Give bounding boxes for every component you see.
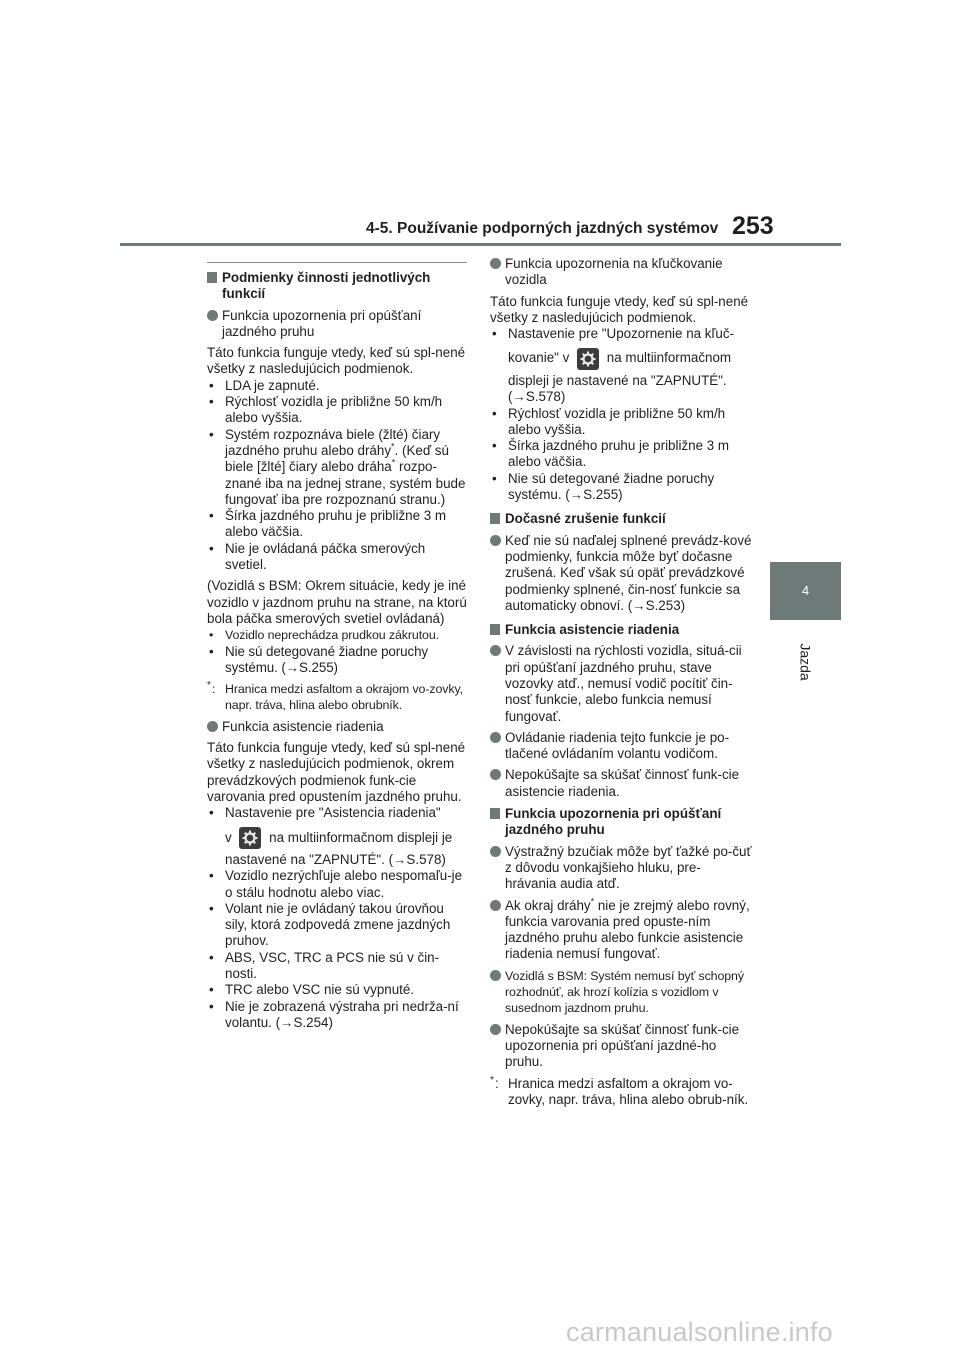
heading-lda: Funkcia upozornenia pri opúšťaní jazdného pruhu <box>207 308 469 341</box>
lda-note: Ak okraj dráhy* nie je zrejmý alebo rovný, funkcia varovania pred opuste-ním jazdného pruhu alebo funkcie asistencie riadenia nemusí fungovať. <box>490 898 752 963</box>
list-item: • Vozidlo nezrýchľuje alebo nespomaľu-je o stálu hodnotu alebo viac. <box>209 868 463 900</box>
heading-conditions: Podmienky činnosti jednotlivých funkcií <box>207 270 469 303</box>
heading-steering-assist-notes: Funkcia asistencie riadenia <box>490 622 752 638</box>
list-item: • Šírka jazdného pruhu je približne 3 m alebo väčšia. <box>209 508 447 540</box>
circle-bullet-icon <box>490 970 501 981</box>
icon-line: kovanie" v na multiinformačnom <box>490 347 752 369</box>
icon-line: v na multiinformačnom displeji je <box>207 827 469 849</box>
heading-temporary-cancel: Dočasné zrušenie funkcií <box>490 511 752 527</box>
lda-note: Nepokúšajte sa skúšať činnosť funk-cie upozornenia pri opúšťaní jazdné-ho pruhu. <box>490 1022 752 1071</box>
heading-lda-notes: Funkcia upozornenia pri opúšťaní jazdného pruhu <box>490 806 752 839</box>
gear-icon <box>239 827 261 849</box>
bsm-paragraph: (Vozidlá s BSM: Okrem situácie, kedy je iné vozidlo v jazdnom pruhu na strane, na ktorú bola páčka smerových svetiel ovládaná) <box>207 578 467 626</box>
gear-icon <box>577 348 599 370</box>
list-item: • Nastavenie pre "Upozornenie na kľuč- <box>492 326 735 342</box>
list-item: • Nie sú detegované žiadne poruchy systému. (→S.255) <box>209 643 429 675</box>
list-item: • Rýchlosť vozidla je približne 50 km/h alebo vyššia. <box>209 394 443 426</box>
list-item: • TRC alebo VSC nie sú vypnuté. <box>209 982 415 998</box>
right-column <box>490 256 752 1113</box>
section-top-rule <box>207 262 467 263</box>
chapter-label-text: Jazda <box>798 643 815 681</box>
list-item-continuation: nastavené na "ZAPNUTÉ". (→S.578) <box>225 851 446 867</box>
header-section-title: 4-5. Používanie podporných jazdných systémov <box>366 220 719 237</box>
watermark: carmanualsonline.info <box>566 1317 833 1347</box>
circle-bullet-icon <box>207 310 218 321</box>
list-item: • Systém rozpoznáva biele (žlté) čiary jazdného pruhu alebo dráhy*. (Keď sú biele [žlté] čiary alebo dráha* rozpo-znané iba na jednej strane, systém bude fungovať iba pre rozpoznanú stranu.) <box>209 426 466 507</box>
bsm-list <box>207 627 469 676</box>
circle-bullet-icon <box>490 769 501 780</box>
heading-sway-warning: Funkcia upozornenia na kľučkovanie vozidla <box>490 256 752 289</box>
square-bullet-icon <box>490 808 500 819</box>
steering-intro: Táto funkcia funguje vtedy, keď sú spl-nené všetky z nasledujúcich podmienok, okrem prevádzkových podmienok funk-cie varovania pred opustením jazdného pruhu. <box>207 740 466 804</box>
list-item: • ABS, VSC, TRC a PCS nie sú v čin-nosti. <box>209 949 440 982</box>
list-item: • Nie je ovládaná páčka smerových svetiel. <box>209 540 426 573</box>
list-item: • Nie sú detegované žiadne poruchy systému. (→S.255) <box>492 470 715 503</box>
footnote: * : Hranica medzi asfaltom a okrajom vo-zovky, napr. tráva, hlina alebo obrubník. <box>207 680 463 713</box>
steering-note: V závislosti na rýchlosti vozidla, situá-cii pri opúšťaní jazdného pruhu, stave vozovky atď., nemusí vodič pocítiť čin-nosť funkcie, alebo funkcia nemusí fungovať. <box>490 643 752 724</box>
steering-note: Nepokúšajte sa skúšať činnosť funk-cie asistencie riadenia. <box>490 767 752 800</box>
lda-list <box>207 378 469 574</box>
list-item: • Rýchlosť vozidla je približne 50 km/h alebo vyššia. <box>492 405 726 437</box>
square-bullet-icon <box>490 624 500 635</box>
chapter-tab[interactable]: 4 <box>770 562 841 620</box>
circle-bullet-icon <box>207 721 218 732</box>
square-bullet-icon <box>207 272 217 283</box>
lda-note: Vozidlá s BSM: Systém nemusí byť schopný rozhodnúť, ak hrozí kolízia s vozidlom v susednom jazdnom pruhu. <box>490 968 752 1017</box>
circle-bullet-icon <box>490 645 501 656</box>
circle-bullet-icon <box>490 1024 501 1035</box>
chapter-label <box>788 632 824 692</box>
square-bullet-icon <box>490 513 500 524</box>
steering-note: Ovládanie riadenia tejto funkcie je po-tlačené ovládaním volantu vodičom. <box>490 730 752 763</box>
list-item: • Nastavenie pre "Asistencia riadenia" <box>209 805 441 821</box>
circle-bullet-icon <box>490 900 501 911</box>
list-item-continuation: displeji je nastavené na "ZAPNUTÉ". (→S.578) <box>508 372 727 405</box>
lda-note: Výstražný bzučiak môže byť ťažké po-čuť z dôvodu vonkajšieho hluku, pre-hrávania audia atď. <box>490 844 752 893</box>
circle-bullet-icon <box>490 535 501 546</box>
list-item: • Vozidlo neprechádza prudkou zákrutou. <box>209 628 439 643</box>
list-item: • LDA je zapnuté. <box>209 377 320 393</box>
circle-bullet-icon <box>490 846 501 857</box>
page-number: 253 <box>732 212 774 240</box>
list-item: • Volant nie je ovládaný takou úrovňou sily, ktorá zodpovedá zmene jazdných pruhov. <box>209 900 451 949</box>
header-rule <box>120 243 841 246</box>
heading-steering-assist: Funkcia asistencie riadenia <box>207 719 469 735</box>
list-item: • Nie je zobrazená výstraha pri nedrža-ní volantu. (→S.254) <box>209 998 459 1030</box>
circle-bullet-icon <box>490 258 501 269</box>
lda-intro: Táto funkcia funguje vtedy, keď sú spl-nené všetky z nasledujúcich podmienok. <box>207 345 466 377</box>
steering-list <box>207 805 469 1031</box>
sway-intro: Táto funkcia funguje vtedy, keď sú spl-nené všetky z nasledujúcich podmienok. <box>490 293 749 325</box>
left-column <box>207 262 469 1036</box>
circle-bullet-icon <box>490 732 501 743</box>
footnote: * : Hranica medzi asfaltom a okrajom vo-zovky, napr. tráva, hlina alebo obrub-ník. <box>490 1074 749 1107</box>
temp-cancel-item: Keď nie sú naďalej splnené prevádz-kové podmienky, funkcia môže byť dočasne zrušená. Keď však sú opäť prevádzkové podmienky splnené, čin-nosť funkcie sa automaticky obnoví. (→S.253) <box>490 533 752 614</box>
sway-list <box>490 326 752 503</box>
list-item: • Šírka jazdného pruhu je približne 3 m alebo väčšia. <box>492 438 730 470</box>
